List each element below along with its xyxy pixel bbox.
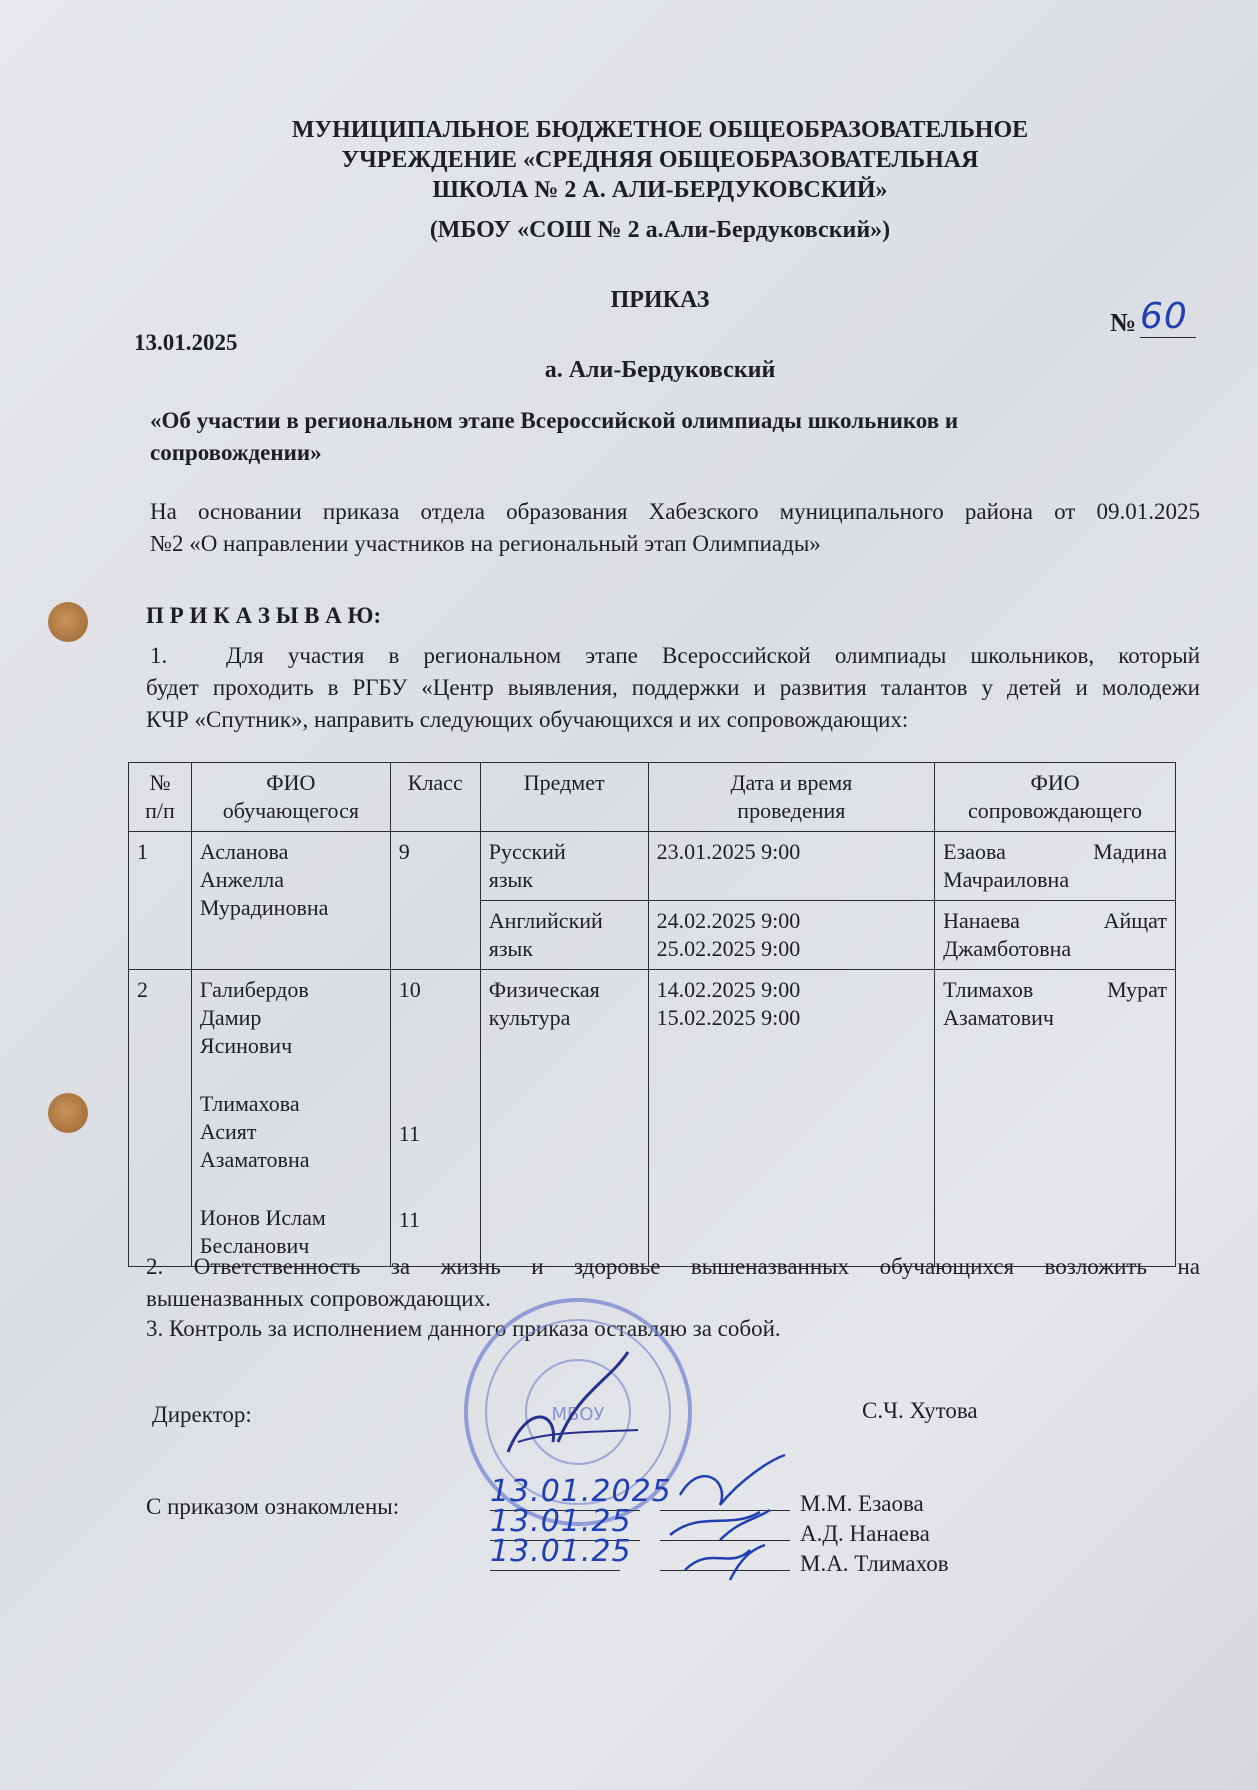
column-header: Класс	[390, 763, 480, 832]
table-cell-class: 9	[390, 832, 480, 970]
column-header: ФИО сопровождающего	[935, 763, 1176, 832]
table-cell-subject: Русский язык	[480, 832, 648, 901]
order-number-field	[1140, 296, 1196, 338]
column-header: Предмет	[480, 763, 648, 832]
table-cell-subject: Английский язык	[480, 901, 648, 970]
handwritten-date: 13.01.25	[490, 1504, 632, 1539]
order-subject-line: «Об участии в региональном этапе Всероссийской олимпиады школьников и	[150, 408, 959, 433]
date-line	[490, 1534, 632, 1571]
place: а. Али-Бердуковский	[544, 357, 776, 383]
order-number-handwritten: 60	[1140, 296, 1188, 337]
table-cell-class: 10 11 11	[390, 970, 480, 1267]
order-date: 13.01.2025	[134, 330, 238, 355]
participants-table	[128, 762, 1176, 1267]
table-cell-student: Асланова Анжелла Мурадиновна	[191, 832, 390, 970]
handwritten-date: 13.01.2025	[490, 1474, 672, 1509]
table-cell-escort: Нанаева Айщат Джамботовна	[935, 901, 1176, 970]
column-header: Дата и время проведения	[648, 763, 935, 832]
item-text: КЧР «Спутник», направить следующих обучающихся и их сопровождающих:	[146, 707, 909, 732]
document-title: ПРИКАЗ	[610, 287, 710, 313]
item-text: Для участия в региональном этапе Всероссийской олимпиады школьников, который	[226, 643, 1200, 668]
table-cell-date: 24.02.2025 9:00 25.02.2025 9:00	[648, 901, 935, 970]
org-name-line: МУНИЦИПАЛЬНОЕ БЮДЖЕТНОЕ ОБЩЕОБРАЗОВАТЕЛЬНОЕ	[291, 117, 1029, 143]
table-cell-escort: Тлимахов Мурат Азаматович	[935, 970, 1176, 1267]
punch-hole	[48, 602, 88, 642]
org-short-name: (МБОУ «СОШ № 2 а.Али-Бердуковский»)	[429, 217, 891, 243]
item-text: 3. Контроль за исполнением данного приказа оставляю за собой.	[146, 1316, 781, 1341]
table-header-row	[129, 763, 1176, 832]
table-row	[129, 970, 1176, 1267]
table-cell-date: 14.02.2025 9:00 15.02.2025 9:00	[648, 970, 935, 1267]
table-cell-num: 2	[129, 970, 192, 1267]
punch-hole	[48, 1093, 88, 1133]
item-text: 2. Ответственность за жизнь и здоровье вышеназванных обучающихся возложить на	[146, 1254, 1200, 1279]
order-number-prefix: №	[1110, 308, 1137, 337]
handwritten-signatures	[660, 1450, 800, 1590]
org-name-line: ШКОЛА № 2 А. АЛИ-БЕРДУКОВСКИЙ»	[432, 177, 888, 203]
handwritten-date: 13.01.25	[490, 1534, 632, 1569]
acquainted-label: С приказом ознакомлены:	[146, 1494, 400, 1519]
table-cell-num: 1	[129, 832, 192, 970]
decree-heading: П Р И К А З Ы В А Ю:	[146, 603, 382, 628]
acquainted-name: М.А. Тлимахов	[800, 1551, 949, 1576]
order-subject-line: сопровождении»	[150, 440, 322, 465]
director-name: С.Ч. Хутова	[862, 1398, 978, 1423]
table-cell-student: Галибердов Дамир Ясинович Тлимахова Асият Азаматовна Ионов Ислам Бесланович	[191, 970, 390, 1267]
table-cell-date: 23.01.2025 9:00	[648, 832, 935, 901]
basis-line: На основании приказа отдела образования Хабезского муниципального района от 09.01.2025	[150, 499, 1200, 524]
table-row	[129, 832, 1176, 901]
table-cell-escort: Езаова Мадина Мачраиловна	[935, 832, 1176, 901]
basis-line: №2 «О направлении участников на региональный этап Олимпиады»	[150, 531, 821, 556]
director-label: Директор:	[152, 1402, 252, 1427]
item-number: 1.	[150, 643, 168, 668]
column-header: ФИО обучающегося	[191, 763, 390, 832]
item-text: вышеназванных сопровождающих.	[146, 1286, 491, 1311]
org-name-line: УЧРЕЖДЕНИЕ «СРЕДНЯЯ ОБЩЕОБРАЗОВАТЕЛЬНАЯ	[341, 147, 979, 173]
item-text: будет проходить в РГБУ «Центр выявления, поддержки и развития талантов у детей и молодежи	[146, 675, 1200, 700]
table-cell-subject: Физическая культура	[480, 970, 648, 1267]
acquainted-name: А.Д. Нанаева	[800, 1521, 930, 1546]
column-header: № п/п	[129, 763, 192, 832]
stamp-text: МБОУ	[551, 1404, 605, 1425]
acquainted-name: М.М. Езаова	[800, 1491, 924, 1516]
